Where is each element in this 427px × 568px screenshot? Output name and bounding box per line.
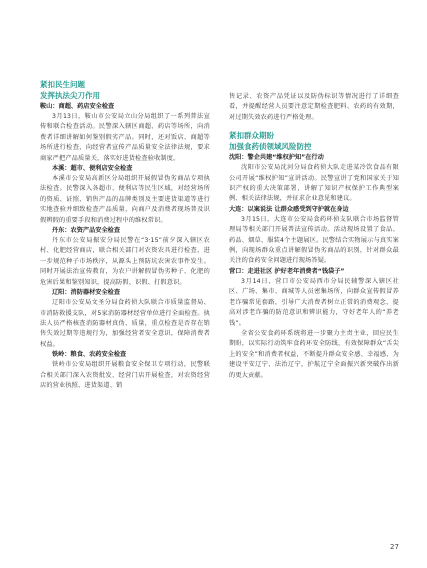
- block-heading: 铁岭：粮食、农药安全检查: [52, 351, 127, 359]
- block-paragraph: 3月15日，大连市公安局食药环侦支队联合市场监督管理局等相关部门开展普法宣传活动。活动现场设置了食品、药品、烟草、服装4个主题展区。民警结合实物展示与真实案例，向现场群众重点讲解假冒伪劣商品的识别，针对群众最关注的食药安全问题进行现场答疑。: [229, 215, 399, 265]
- page-number: 27: [390, 543, 399, 551]
- block-paragraph: 沈阳市公安局沈河分局食药侦大队走进某冷饮食品有限公司开展“维权护知”宣讲活动。民警宣讲了党和国家关于知识产权的重大决策部署，讲解了知识产权保护工作典型案例、相关法律法规，并征求企业意见和建议。: [229, 164, 399, 203]
- block-heading: 辽阳：消防器材安全检查: [52, 289, 121, 297]
- block-heading: 本溪：超市、便利店安全检查: [52, 165, 133, 173]
- section-title: 紧扣群众期盼: [229, 131, 274, 141]
- closing-paragraph: 全省公安食药环系统将进一步聚力主责主业，回应民生期盼，以实际行动筑牢食药环安全防线，有效保障群众“舌尖上的安全”和消费者权益，不断提升群众安全感、幸福感，为建设平安辽宁、法治辽宁，护航辽宁全面振兴新突破作出新的更大贡献。: [229, 329, 399, 379]
- block-heading: 营口：走进社区 护好老年消费者“钱袋子”: [229, 267, 345, 275]
- section-title: 紧扣民生问题: [40, 80, 85, 89]
- block-paragraph: 本溪市公安局高新区分局组织开展假冒伪劣商品专项执法检查。民警深入各超市、便利店等民生区域，对经营场所的资质、证照、销售产品的品牌类别及主要进货渠道等进行实地查验并细致检查产品质量，向商户及消费者现场普及识假辨假的重要手段和消费过程中的维权常识。: [40, 175, 210, 224]
- section-subtitle: 加强食药侦领域风险防控: [229, 142, 312, 152]
- block-heading: 大连：以案说法 让群众感受到守护就在身边: [229, 205, 349, 213]
- right-column: [229, 92, 399, 381]
- block-paragraph: 铁岭市公安局组织开展粮食安全保卫专项行动，民警联合相关部门深入农资批发、经营门店开展检查，对农资经营店的营业执照、进货渠道、销: [40, 361, 210, 389]
- block-paragraph: 3月13日，鞍山市公安局立山分局组织了一系列普法宣传和联合检查活动。民警深入辖区商超、药店等场所，向消费者详细讲解如何鉴别假劣产品。同时，还对饭店、商超等场所进行检查，向经营者宣传产品质量安全法律法规，要求商家严把产品质量关，落实好进货检查验收制度。: [40, 113, 210, 162]
- section-subtitle: 发挥执法尖刀作用: [40, 91, 100, 100]
- block-heading: 丹东：农资产品安全检查: [52, 227, 121, 235]
- block-paragraph: 辽阳市公安局文圣分局食药侦大队联合市质量监督局、市消防救援支队，对5家消防器材经营单位进行全面检查。执法人员严格核查消防器材真伪、质量，重点检查是否存在销售失效过期等违规行为，加强经营者安全意识，保障消费者权益。: [40, 299, 210, 348]
- block-heading: 沈阳：警企共建“维权护知”在行动: [229, 154, 324, 162]
- block-paragraph: 3月14日，营口市公安局西市分局民辅警深入辖区社区、广场、集市、商城等人员密集场所，向群众宣传假冒养老诈骗常见套路，引导广大消费者树立正常的消费观念，提高对涉老诈骗的防范意识和辨识能力，守好老年人的“养老钱”。: [229, 277, 399, 327]
- block-paragraph: 丹东市公安局振安分局民警在“3·15”前夕深入辖区农村、化肥经营商店，联合相关部门对农资农具进行检查，进一步规范种子市场秩序，从源头上预防坑农害农事件发生。同时开展法治宣传教育，为农户讲解假冒伪劣种子、化肥的危害后果和鉴别知识，提高防假、识假、打假意识。: [40, 237, 210, 286]
- block-heading: 鞍山：商超、药店安全检查: [40, 103, 115, 110]
- left-column: [40, 80, 210, 391]
- continued-paragraph: 售记录、农资产品凭证以及防伪标识等情况进行了详细查看，并提醒经营人员要注意定期检查肥料、农药的有效期，对过期失效农药进行严格处理。: [229, 93, 399, 121]
